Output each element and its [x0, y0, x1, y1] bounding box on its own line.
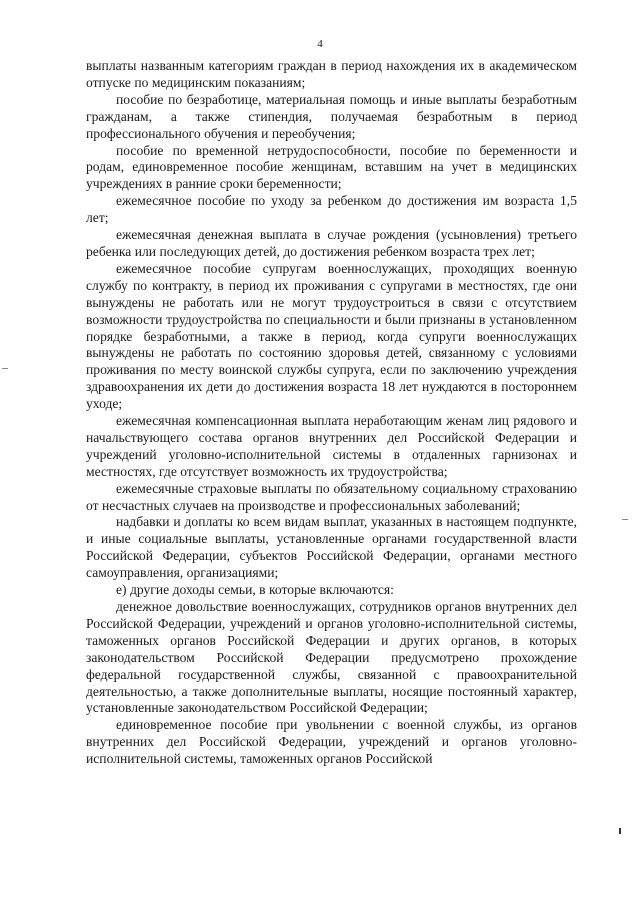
scan-edge-mark	[622, 519, 628, 520]
paragraph: ежемесячная компенсационная выплата неработающим женам лиц рядового и начальствующего состава органов внутренних дел Российской Федерации и учреждений уголовно-исполнительной системы в отдаленных гарнизонах и местностях, где отсутствует возможность их трудоустройства;	[86, 413, 577, 479]
paragraph: пособие по временной нетрудоспособности, пособие по беременности и родам, единовременное пособие женщинам, вставшим на учет в медицинских учреждениях в ранние сроки беременности;	[86, 142, 577, 192]
paragraph: ежемесячное пособие по уходу за ребенком до достижения им возраста 1,5 лет;	[86, 193, 577, 226]
scan-edge-mark	[619, 828, 621, 834]
paragraph: ежемесячное пособие супругам военнослужащих, проходящих военную службу по контракту, в период их проживания с супругами в местностях, где они вынуждены не работать или не могут трудоустроиться в связи с отсутствием возможности трудоустройства по специальности и были признаны в установленном порядке безработными, а также в период, когда супруги военнослужащих вынуждены не работать по состоянию здоровья детей, связанному с условиями проживания по месту воинской службы супруга, если по заключению учреждения здравоохранения их дети до достижения возраста 18 лет нуждаются в постороннем уходе;	[86, 260, 577, 412]
paragraph: ежемесячная денежная выплата в случае рождения (усыновления) третьего ребенка или последующих детей, до достижения ребенком возраста трех лет;	[86, 227, 577, 259]
paragraph: е) другие доходы семьи, в которые включаются:	[116, 582, 394, 598]
paragraph: единовременное пособие при увольнении с военной службы, из органов внутренних дел Российской Федерации, учреждений и органов уголовно-исполнительной системы, таможенных органов Российской	[86, 717, 577, 767]
page-number: 4	[317, 38, 323, 50]
scan-edge-mark	[2, 368, 8, 369]
document-body	[86, 58, 577, 768]
paragraph: денежное довольствие военнослужащих, сотрудников органов внутренних дел Российской Федерации, учреждений и органов уголовно-исполнительной системы, таможенных органов Российской Федерации и других органов, в которых законодательством Российской Федерации предусмотрено прохождение федеральной государственной службы, связанной с правоохранительной деятельностью, а также дополнительные выплаты, носящие постоянный характер, установленные законодательством Российской Федерации;	[86, 599, 577, 716]
paragraph: пособие по безработице, материальная помощь и иные выплаты безработным гражданам, а также стипендия, получаемая безработным в период профессионального обучения и переобучения;	[86, 91, 577, 141]
paragraph: выплаты названным категориям граждан в период нахождения их в академическом отпуске по медицинским показаниям;	[86, 58, 577, 90]
paragraph: надбавки и доплаты ко всем видам выплат, указанных в настоящем подпункте, и иные социальные выплаты, установленные органами государственной власти Российской Федерации, субъектов Российской Федерации, органами местного самоуправления, организациями;	[86, 514, 577, 581]
paragraph: ежемесячные страховые выплаты по обязательному социальному страхованию от несчастных случаев на производстве и профессиональных заболеваний;	[86, 480, 577, 513]
